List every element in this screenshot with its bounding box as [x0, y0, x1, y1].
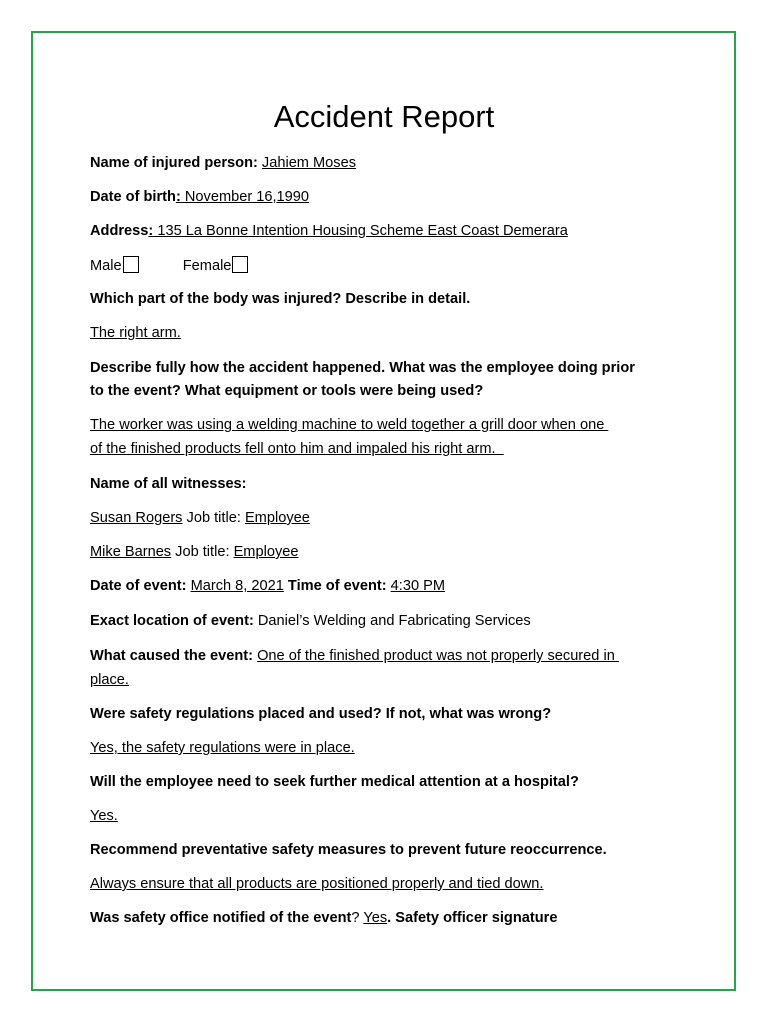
witness-row — [90, 509, 310, 527]
female-checkbox[interactable] — [232, 256, 248, 273]
time-of-event-label: Time of event: — [287, 578, 387, 594]
time-of-event-value: 4:30 PM — [390, 578, 446, 594]
how-question-line-2: to the event? What equipment or tools were being used? — [90, 383, 484, 399]
job-title-label: Job title: — [171, 544, 234, 560]
male-label: Male — [90, 258, 122, 274]
address-row — [90, 222, 568, 240]
body-part-answer: The right arm. — [90, 325, 181, 341]
job-title-label: Job title: — [182, 510, 245, 526]
notified-question: Was safety office notified of the event — [90, 910, 352, 926]
recommend-question: Recommend preventative safety measures to prevent future reoccurrence. — [90, 842, 607, 858]
gender-row — [90, 256, 248, 275]
cause-row — [90, 647, 619, 665]
witness-job: Employee — [233, 544, 299, 560]
date-of-birth-value: : November 16,1990 — [175, 189, 310, 205]
event-date-time-row — [90, 577, 445, 595]
regulations-question: Were safety regulations placed and used? If not, what was wrong? — [90, 706, 552, 722]
location-label: Exact location of event: — [90, 613, 254, 629]
page-title: Accident Report — [273, 99, 495, 134]
cause-value-line-1: One of the finished product was not properly secured in — [257, 648, 619, 664]
body-part-question: Which part of the body was injured? Describe in detail. — [90, 291, 471, 307]
injured-person-row — [90, 154, 356, 172]
date-of-event-value: March 8, 2021 — [190, 578, 284, 594]
witness-name: Mike Barnes — [90, 544, 172, 560]
witness-name: Susan Rogers — [90, 510, 183, 526]
location-row — [90, 612, 531, 630]
how-answer-line-1: The worker was using a welding machine to weld together a grill door when one — [90, 417, 609, 433]
male-checkbox[interactable] — [123, 256, 139, 273]
medical-answer: Yes. — [90, 808, 118, 824]
address-label: Address — [90, 223, 149, 239]
how-question-line-1: Describe fully how the accident happened. What was the employee doing prior — [90, 360, 635, 376]
female-label: Female — [182, 258, 232, 274]
cause-label: What caused the event: — [90, 648, 253, 664]
witness-job: Employee — [244, 510, 310, 526]
address-value: : 135 La Bonne Intention Housing Scheme East Coast Demerara — [148, 223, 568, 239]
cause-value-line-2: place. — [90, 672, 129, 688]
injured-person-value: Jahiem Moses — [261, 155, 357, 171]
date-of-event-label: Date of event: — [90, 578, 187, 594]
location-value: Daniel’s Welding and Fabricating Services — [253, 613, 531, 629]
regulations-answer: Yes, the safety regulations were in place. — [90, 740, 355, 756]
date-of-birth-row — [90, 188, 309, 206]
witness-row — [90, 543, 298, 561]
notified-answer: Yes — [363, 910, 388, 926]
safety-officer-signature-label: . Safety officer signature — [387, 910, 558, 926]
notified-row: Was safety office notified of the event? Yes. Safety officer signature — [90, 910, 558, 926]
medical-question: Will the employee need to seek further medical attention at a hospital? — [90, 774, 579, 790]
recommend-answer: Always ensure that all products are positioned properly and tied down. — [90, 876, 544, 892]
injured-person-label: Name of injured person: — [90, 155, 258, 171]
how-answer-line-2: of the finished products fell onto him and impaled his right arm. — [90, 441, 504, 457]
witnesses-label: Name of all witnesses: — [90, 476, 247, 492]
date-of-birth-label: Date of birth — [90, 189, 176, 205]
